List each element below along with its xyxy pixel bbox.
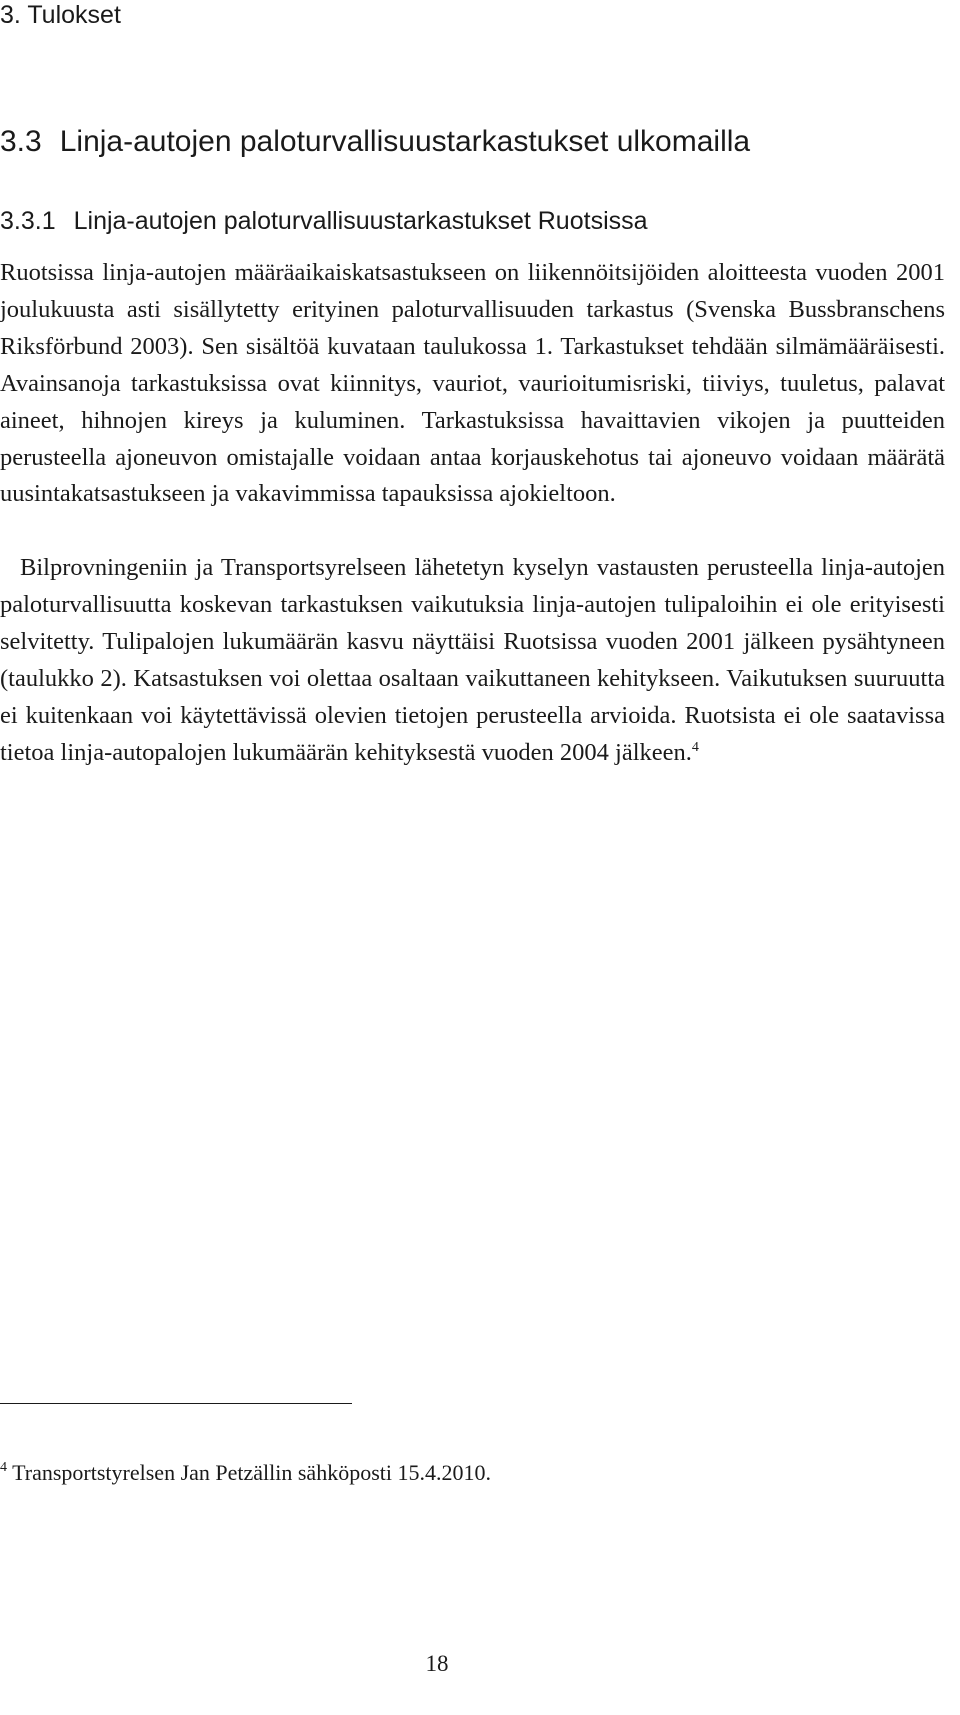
section-heading — [0, 124, 750, 160]
body-paragraph-2 — [0, 550, 945, 771]
paragraph-2-text: Bilprovningeniin ja Transportsyrelseen lähetetyn kyselyn vastausten perusteella linja-autojen paloturvallisuutta koskevan tarkastuksen vaikutuksia linja-autojen tulipaloihin ei ole erityisesti selvitetty. Tulipalojen lukumäärän kasvu näyttäisi Ruotsissa vuoden 2001 jälkeen pysähtyneen (taulukko 2). Katsastuksen voi olettaa osaltaan vaikuttaneen kehitykseen. Vaikutuksen suuruutta ei kuitenkaan voi käytettävissä olevien tietojen perusteella arvioida. Ruotsista ei ole saatavissa tietoa linja-autopalojen lukumäärän kehityksestä vuoden 2004 jälkeen. — [0, 554, 945, 766]
subsection-heading — [0, 206, 648, 236]
footnote — [0, 1460, 491, 1486]
subsection-title: Linja-autojen paloturvallisuustarkastukset Ruotsissa — [73, 207, 648, 235]
footnote-reference[interactable]: 4 — [691, 739, 699, 755]
section-number: 3.3 — [0, 125, 42, 158]
body-paragraph-1 — [0, 255, 945, 513]
running-header: 3. Tulokset — [0, 1, 121, 29]
section-title: Linja-autojen paloturvallisuustarkastukset ulkomailla — [59, 125, 751, 158]
footnote-text: Transportstyrelsen Jan Petzällin sähköposti 15.4.2010. — [12, 1460, 491, 1485]
footnote-separator — [0, 1403, 352, 1404]
paragraph-1-text: Ruotsissa linja-autojen määräaikaiskatsastukseen on liikennöitsijöiden aloitteesta vuoden 2001 joulukuusta asti sisällytetty erityinen paloturvallisuuden tarkastus (Svenska Bussbranschens Riksförbund 2003). Sen sisältöä kuvataan taulukossa 1. Tarkastukset tehdään silmämääräisesti. Avainsanoja tarkastuksissa ovat kiinnitys, vauriot, vaurioitumisriski, tiiviys, tuuletus, palavat aineet, hihnojen kireys ja kuluminen. Tarkastuksissa havaittavien vikojen ja puutteiden perusteella ajoneuvon omistajalle voidaan antaa korjauskehotus tai ajoneuvo voidaan määrätä uusintakatsastukseen ja vakavimmissa tapauksissa ajokieltoon. — [0, 259, 945, 508]
footnote-marker: 4 — [0, 1460, 7, 1475]
subsection-number: 3.3.1 — [0, 207, 56, 235]
page-number: 18 — [425, 1651, 449, 1676]
